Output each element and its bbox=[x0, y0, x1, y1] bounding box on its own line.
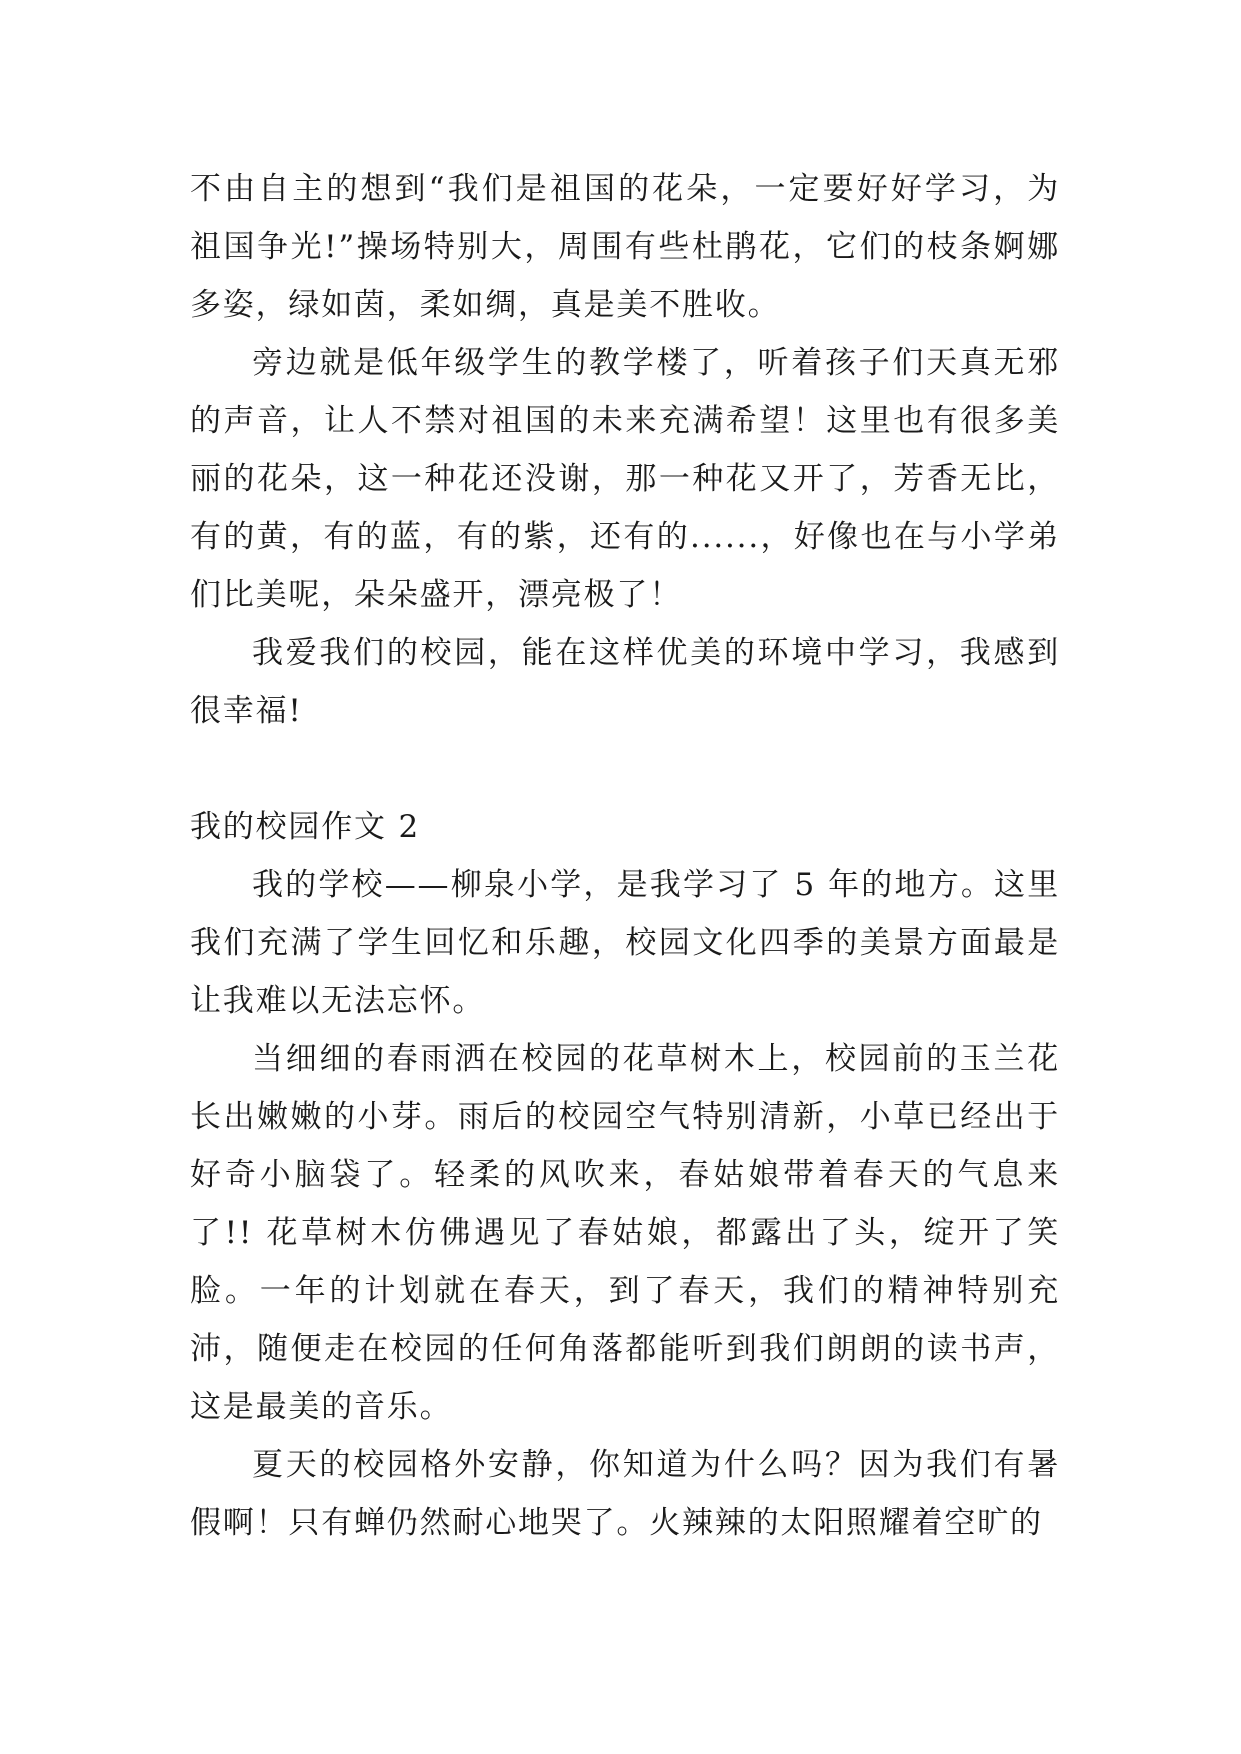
paragraph-love-school: 我爱我们的校园，能在这样优美的环境中学习，我感到很幸福! bbox=[190, 635, 1060, 729]
essay-title: 我的校园作文 2 bbox=[190, 809, 420, 845]
paragraph-spring: 当细细的春雨洒在校园的花草树木上，校园前的玉兰花长出嫩嫩的小芽。雨后的校园空气特别清新，小草已经出于好奇小脑袋了。轻柔的风吹来，春姑娘带着春天的气息来了!! 花草树木仿佛遇见了春姑娘，都露出了头，绽开了笑脸。一年的计划就在春天，到了春天，我们的精神特别充沛，随便走在校园的任何角落都能听到我们朗朗的读书声，这是最美的音乐。 bbox=[190, 1041, 1060, 1425]
paragraph-school-building: 旁边就是低年级学生的教学楼了，听着孩子们天真无邪的声音，让人不禁对祖国的未来充满希望！这里也有很多美丽的花朵，这一种花还没谢，那一种花又开了，芳香无比，有的黄，有的蓝，有的紫，还有的......，好像也在与小学弟们比美呢，朵朵盛开，漂亮极了！ bbox=[190, 345, 1060, 613]
paragraph-summer: 夏天的校园格外安静，你知道为什么吗？因为我们有暑假啊！只有蝉仍然耐心地哭了。火辣辣的太阳照耀着空旷的 bbox=[190, 1447, 1060, 1541]
document-body bbox=[190, 160, 1060, 1552]
paragraph-intro: 我的学校——柳泉小学，是我学习了 5 年的地方。这里我们充满了学生回忆和乐趣，校园文化四季的美景方面最是让我难以无法忘怀。 bbox=[190, 867, 1060, 1019]
paragraph-continuation: 不由自主的想到“我们是祖国的花朵，一定要好好学习，为祖国争光!”操场特别大，周围有些杜鹃花，它们的枝条婀娜多姿，绿如茵，柔如绸，真是美不胜收。 bbox=[190, 171, 1060, 323]
